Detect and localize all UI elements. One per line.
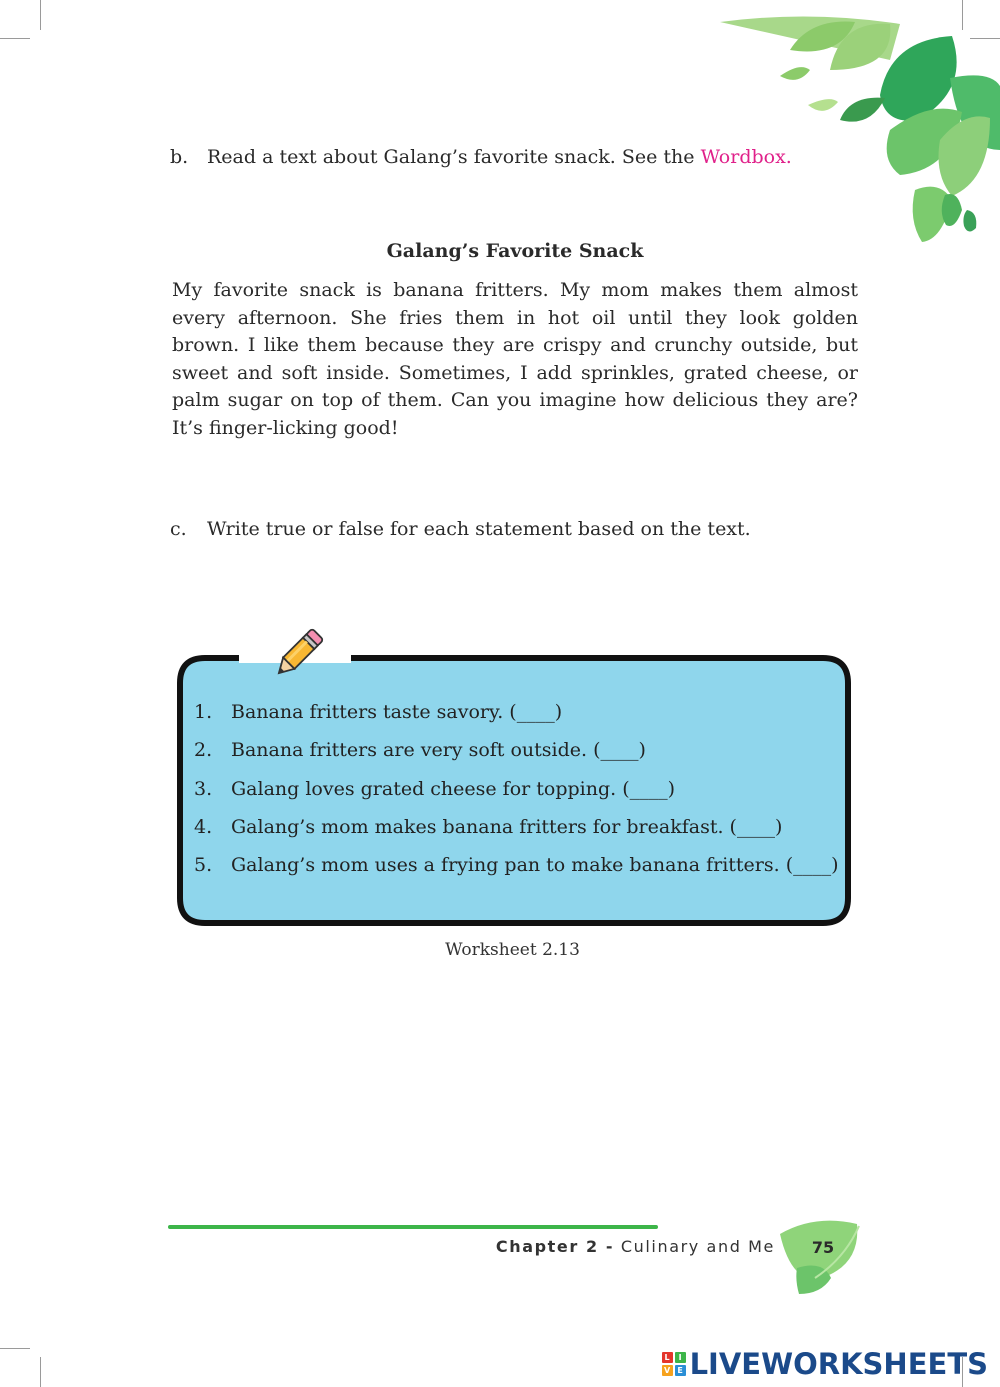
crop-mark: [40, 1357, 41, 1387]
worksheet-caption: Worksheet 2.13: [445, 940, 580, 960]
statement-number: 2.: [194, 739, 213, 762]
logo-letter: E: [675, 1365, 686, 1376]
statement-text[interactable]: Banana fritters taste savory. (____): [231, 701, 563, 723]
logo-letter: I: [675, 1352, 686, 1363]
pencil-icon: [268, 624, 328, 684]
statement-item: [194, 772, 839, 810]
liveworksheets-logo[interactable]: [662, 1346, 988, 1382]
chapter-label: [496, 1237, 775, 1256]
crop-mark: [40, 0, 41, 30]
statement-text[interactable]: Galang loves grated cheese for topping. (____): [231, 777, 676, 800]
footer-divider: [168, 1225, 658, 1229]
statement-text[interactable]: Banana fritters are very soft outside. (____): [231, 739, 646, 762]
crop-mark: [0, 1348, 30, 1349]
statement-item: [194, 733, 839, 771]
item-marker: c.: [170, 518, 187, 540]
instruction-b: [170, 146, 792, 168]
statement-item: [194, 848, 839, 886]
instruction-text: Write true or false for each statement based on the text.: [207, 518, 751, 540]
leaves-decoration: [690, 0, 1000, 250]
item-marker: b.: [170, 146, 189, 168]
logo-letter: V: [662, 1365, 673, 1376]
statement-item: [194, 695, 839, 733]
statement-number: 5.: [194, 854, 213, 877]
leaf-icon: [775, 1218, 865, 1296]
wordbox-link[interactable]: Wordbox.: [700, 146, 792, 168]
logo-letter: L: [662, 1352, 673, 1363]
chapter-title: Culinary and Me: [614, 1237, 775, 1256]
page-number: 75: [811, 1238, 835, 1257]
statement-number: 3.: [194, 777, 213, 800]
statement-list: [194, 695, 839, 886]
story-title: Galang’s Favorite Snack: [386, 240, 644, 262]
logo-grid-icon: [662, 1352, 686, 1376]
statement-text[interactable]: Galang’s mom uses a frying pan to make banana fritters. (____): [231, 854, 839, 877]
instruction-text: Read a text about Galang’s favorite snack. See the: [207, 146, 701, 168]
statement-number: 1.: [194, 701, 213, 723]
story-body: My favorite snack is banana fritters. My mom makes them almost every afternoon. She fries them in hot oil until they look golden brown. I like them because they are crispy and crunchy outside, but sweet and soft inside. Sometimes, I add sprinkles, grated cheese, or palm sugar on top of them. Can you imagine how delicious they are? It’s finger-licking good!: [172, 279, 858, 439]
statement-number: 4.: [194, 815, 213, 838]
brand-name: LIVEWORKSHEETS: [689, 1347, 988, 1381]
instruction-c: [170, 518, 751, 540]
statement-item: [194, 810, 839, 848]
statement-text[interactable]: Galang’s mom makes banana fritters for breakfast. (____): [231, 815, 783, 838]
crop-mark: [0, 38, 30, 39]
chapter-number: Chapter 2 -: [495, 1237, 615, 1256]
